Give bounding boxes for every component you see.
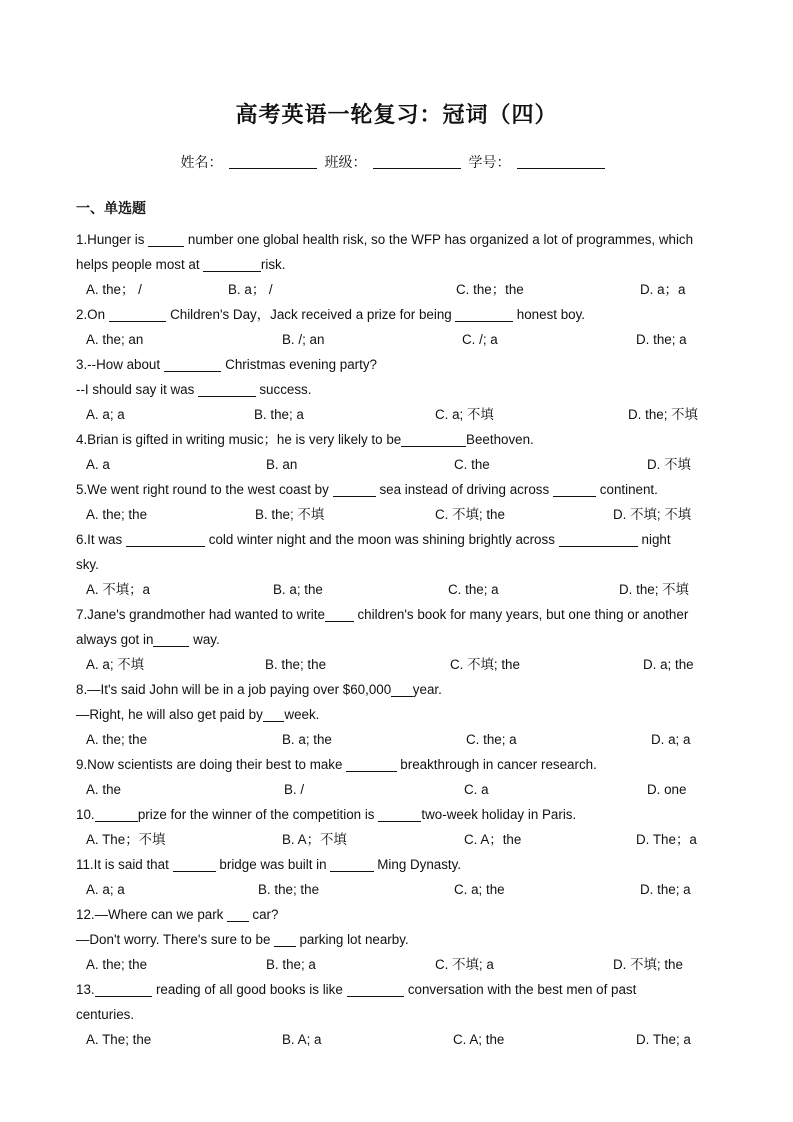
option-c[interactable]: C. the — [454, 457, 490, 472]
question-text-line — [76, 352, 726, 377]
option-d[interactable]: D. the; a — [640, 882, 691, 897]
option-a[interactable]: A. the； / — [86, 282, 142, 297]
option-c[interactable]: C. the; a — [448, 582, 499, 597]
option-a[interactable]: A. the; the — [86, 732, 148, 747]
question-text: 10. — [76, 807, 95, 822]
question-text-line — [76, 552, 726, 577]
option-c[interactable]: C. the；the — [456, 282, 524, 297]
page-title: 高考英语一轮复习：冠词（四） — [235, 103, 558, 128]
question-text: number one global health risk, so the WFP has organized a lot of programmes, which — [184, 232, 694, 247]
question-text: —Don't worry. There's sure to be — [76, 932, 275, 947]
student-info-row — [0, 152, 793, 172]
option-row — [76, 402, 726, 427]
question-text-line — [76, 627, 726, 652]
option-row — [76, 952, 726, 977]
answer-blank — [263, 707, 285, 722]
question-text: way. — [189, 632, 220, 647]
name-blank — [229, 154, 317, 169]
option-a[interactable]: A. the; an — [86, 332, 144, 347]
option-c[interactable]: C. 不填; a — [435, 957, 494, 972]
option-d[interactable]: D. The；a — [636, 832, 697, 847]
question-text: —Right, he will also get paid by — [76, 707, 263, 722]
question-text: helps people most at — [76, 257, 204, 272]
option-c[interactable]: C. 不填; the — [435, 507, 505, 522]
answer-blank — [391, 682, 413, 697]
option-c[interactable]: C. A; the — [453, 1032, 505, 1047]
answer-blank — [126, 532, 205, 547]
option-d[interactable]: D. 不填; 不填 — [613, 507, 692, 522]
answer-blank — [559, 532, 638, 547]
question-text-line — [76, 302, 726, 327]
class-blank — [373, 154, 461, 169]
question-text-line — [76, 477, 726, 502]
option-b[interactable]: B. a; the — [282, 732, 332, 747]
option-d[interactable]: D. 不填; the — [613, 957, 683, 972]
question-text: 5.We went right round to the west coast by — [76, 482, 333, 497]
question-text: 11.It is said that — [76, 857, 173, 872]
option-d[interactable]: D. 不填 — [647, 457, 691, 472]
option-a[interactable]: A. The；不填 — [86, 832, 166, 847]
option-d[interactable]: D. the; a — [636, 332, 687, 347]
question-text-line — [76, 852, 726, 877]
answer-blank — [274, 932, 296, 947]
option-d[interactable]: D. a；a — [640, 282, 686, 297]
question-text: 13. — [76, 982, 95, 997]
question-text: risk. — [260, 257, 286, 272]
question-item — [76, 427, 726, 477]
answer-blank — [153, 632, 189, 647]
question-text: always got in — [76, 632, 154, 647]
question-text: car? — [248, 907, 279, 922]
option-c[interactable]: C. a; the — [454, 882, 505, 897]
question-text: reading of all good books is like — [152, 982, 347, 997]
question-text: sky. — [76, 557, 99, 572]
question-text-line — [76, 427, 726, 452]
question-item — [76, 302, 726, 352]
option-row — [76, 277, 726, 302]
section-heading: 一、单选题 — [76, 201, 146, 217]
option-b[interactable]: B. the; a — [266, 957, 316, 972]
answer-blank — [148, 232, 184, 247]
option-d[interactable]: D. the; 不填 — [619, 582, 689, 597]
option-row — [76, 1027, 726, 1052]
question-text: sea instead of driving across — [375, 482, 553, 497]
option-row — [76, 727, 726, 752]
option-row — [76, 452, 726, 477]
answer-blank — [227, 907, 249, 922]
id-label: 学号： — [468, 155, 511, 171]
option-b[interactable]: B. A；不填 — [282, 832, 347, 847]
option-b[interactable]: B. / — [284, 782, 305, 797]
answer-blank — [95, 807, 138, 822]
option-a[interactable]: A. the; the — [86, 957, 148, 972]
option-b[interactable]: B. a; the — [273, 582, 323, 597]
question-text-line — [76, 802, 726, 827]
option-b[interactable]: B. the; 不填 — [255, 507, 325, 522]
option-c[interactable]: C. a — [464, 782, 489, 797]
option-row — [76, 777, 726, 802]
question-text: year. — [412, 682, 442, 697]
answer-blank — [401, 432, 466, 447]
question-text: success. — [255, 382, 312, 397]
answer-blank — [95, 982, 153, 997]
question-item — [76, 677, 726, 752]
option-b[interactable]: B. A; a — [282, 1032, 322, 1047]
question-text: 9.Now scientists are doing their best to make — [76, 757, 347, 772]
question-item — [76, 527, 726, 602]
question-text: --I should say it was — [76, 382, 199, 397]
question-text: prize for the winner of the competition is — [137, 807, 379, 822]
option-row — [76, 827, 726, 852]
option-c[interactable]: C. A；the — [464, 832, 522, 847]
option-b[interactable]: B. a； / — [228, 282, 273, 297]
question-list — [76, 227, 726, 1052]
question-text: Beethoven. — [466, 432, 534, 447]
question-text: 7.Jane's grandmother had wanted to write — [76, 607, 325, 622]
option-a[interactable]: A. a; a — [86, 882, 125, 897]
answer-blank — [198, 382, 256, 397]
answer-blank — [330, 857, 373, 872]
question-text-line — [76, 902, 726, 927]
question-text: continent. — [596, 482, 658, 497]
question-text: 12.—Where can we park — [76, 907, 228, 922]
question-text: cold winter night and the moon was shining brightly across — [205, 532, 559, 547]
option-a[interactable]: A. 不填；a — [86, 582, 150, 597]
question-item — [76, 352, 726, 427]
question-text: parking lot nearby. — [295, 932, 409, 947]
question-item — [76, 977, 726, 1052]
question-text: 1.Hunger is — [76, 232, 149, 247]
answer-blank — [203, 257, 261, 272]
option-d[interactable]: D. The; a — [636, 1032, 691, 1047]
question-text-line — [76, 602, 726, 627]
question-item — [76, 802, 726, 852]
question-text: Christmas evening party? — [221, 357, 377, 372]
question-text-line — [76, 227, 726, 252]
option-a[interactable]: A. a; a — [86, 407, 125, 422]
class-label: 班级： — [324, 155, 367, 171]
id-blank — [517, 154, 605, 169]
question-text: night — [637, 532, 671, 547]
option-c[interactable]: C. the; a — [466, 732, 517, 747]
option-a[interactable]: A. the; the — [86, 507, 148, 522]
question-text: breakthrough in cancer research. — [396, 757, 597, 772]
question-text: conversation with the best men of past — [404, 982, 637, 997]
option-a[interactable]: A. The; the — [86, 1032, 152, 1047]
question-text-line — [76, 702, 726, 727]
option-row — [76, 502, 726, 527]
question-text-line — [76, 752, 726, 777]
question-text-line — [76, 977, 726, 1002]
option-row — [76, 652, 726, 677]
option-c[interactable]: C. 不填; the — [450, 657, 520, 672]
option-b[interactable]: B. an — [266, 457, 298, 472]
option-row — [76, 577, 726, 602]
question-text-line — [76, 252, 726, 277]
question-text: honest boy. — [513, 307, 586, 322]
option-row — [76, 877, 726, 902]
option-b[interactable]: B. the; the — [258, 882, 320, 897]
answer-blank — [378, 807, 421, 822]
option-d[interactable]: D. a; a — [651, 732, 691, 747]
question-item — [76, 752, 726, 802]
option-c[interactable]: C. /; a — [462, 332, 498, 347]
option-d[interactable]: D. a; the — [643, 657, 694, 672]
answer-blank — [173, 857, 216, 872]
option-b[interactable]: B. the; a — [254, 407, 304, 422]
question-text-line — [76, 527, 726, 552]
question-item — [76, 477, 726, 527]
question-text: 4.Brian is gifted in writing music；he is very likely to be — [76, 432, 402, 447]
question-text: 2.On — [76, 307, 109, 322]
question-text: 8.—It's said John will be in a job paying over $60,000 — [76, 682, 392, 697]
option-b[interactable]: B. the; the — [265, 657, 327, 672]
answer-blank — [346, 757, 396, 772]
answer-blank — [325, 607, 354, 622]
option-a[interactable]: A. the — [86, 782, 121, 797]
question-text: two-week holiday in Paris. — [421, 807, 577, 822]
question-item — [76, 902, 726, 977]
question-text-line — [76, 377, 726, 402]
question-text: children's book for many years, but one thing or another — [353, 607, 689, 622]
option-b[interactable]: B. /; an — [282, 332, 325, 347]
question-text: Children's Day，Jack received a prize for being — [166, 307, 456, 322]
name-label: 姓名： — [180, 155, 223, 171]
answer-blank — [553, 482, 596, 497]
option-d[interactable]: D. the; 不填 — [628, 407, 698, 422]
answer-blank — [347, 982, 405, 997]
question-text-line — [76, 1002, 726, 1027]
question-item — [76, 227, 726, 302]
question-text-line — [76, 927, 726, 952]
question-text: bridge was built in — [215, 857, 331, 872]
question-item — [76, 602, 726, 677]
answer-blank — [455, 307, 513, 322]
question-item — [76, 852, 726, 902]
question-text: 6.It was — [76, 532, 126, 547]
option-a[interactable]: A. a; 不填 — [86, 657, 145, 672]
question-text: Ming Dynasty. — [373, 857, 462, 872]
question-text: week. — [284, 707, 320, 722]
answer-blank — [109, 307, 167, 322]
question-text-line — [76, 677, 726, 702]
option-d[interactable]: D. one — [647, 782, 687, 797]
answer-blank — [164, 357, 222, 372]
option-a[interactable]: A. a — [86, 457, 110, 472]
question-text: 3.--How about — [76, 357, 164, 372]
question-text: centuries. — [76, 1007, 135, 1022]
answer-blank — [333, 482, 376, 497]
option-row — [76, 327, 726, 352]
option-c[interactable]: C. a; 不填 — [435, 407, 494, 422]
